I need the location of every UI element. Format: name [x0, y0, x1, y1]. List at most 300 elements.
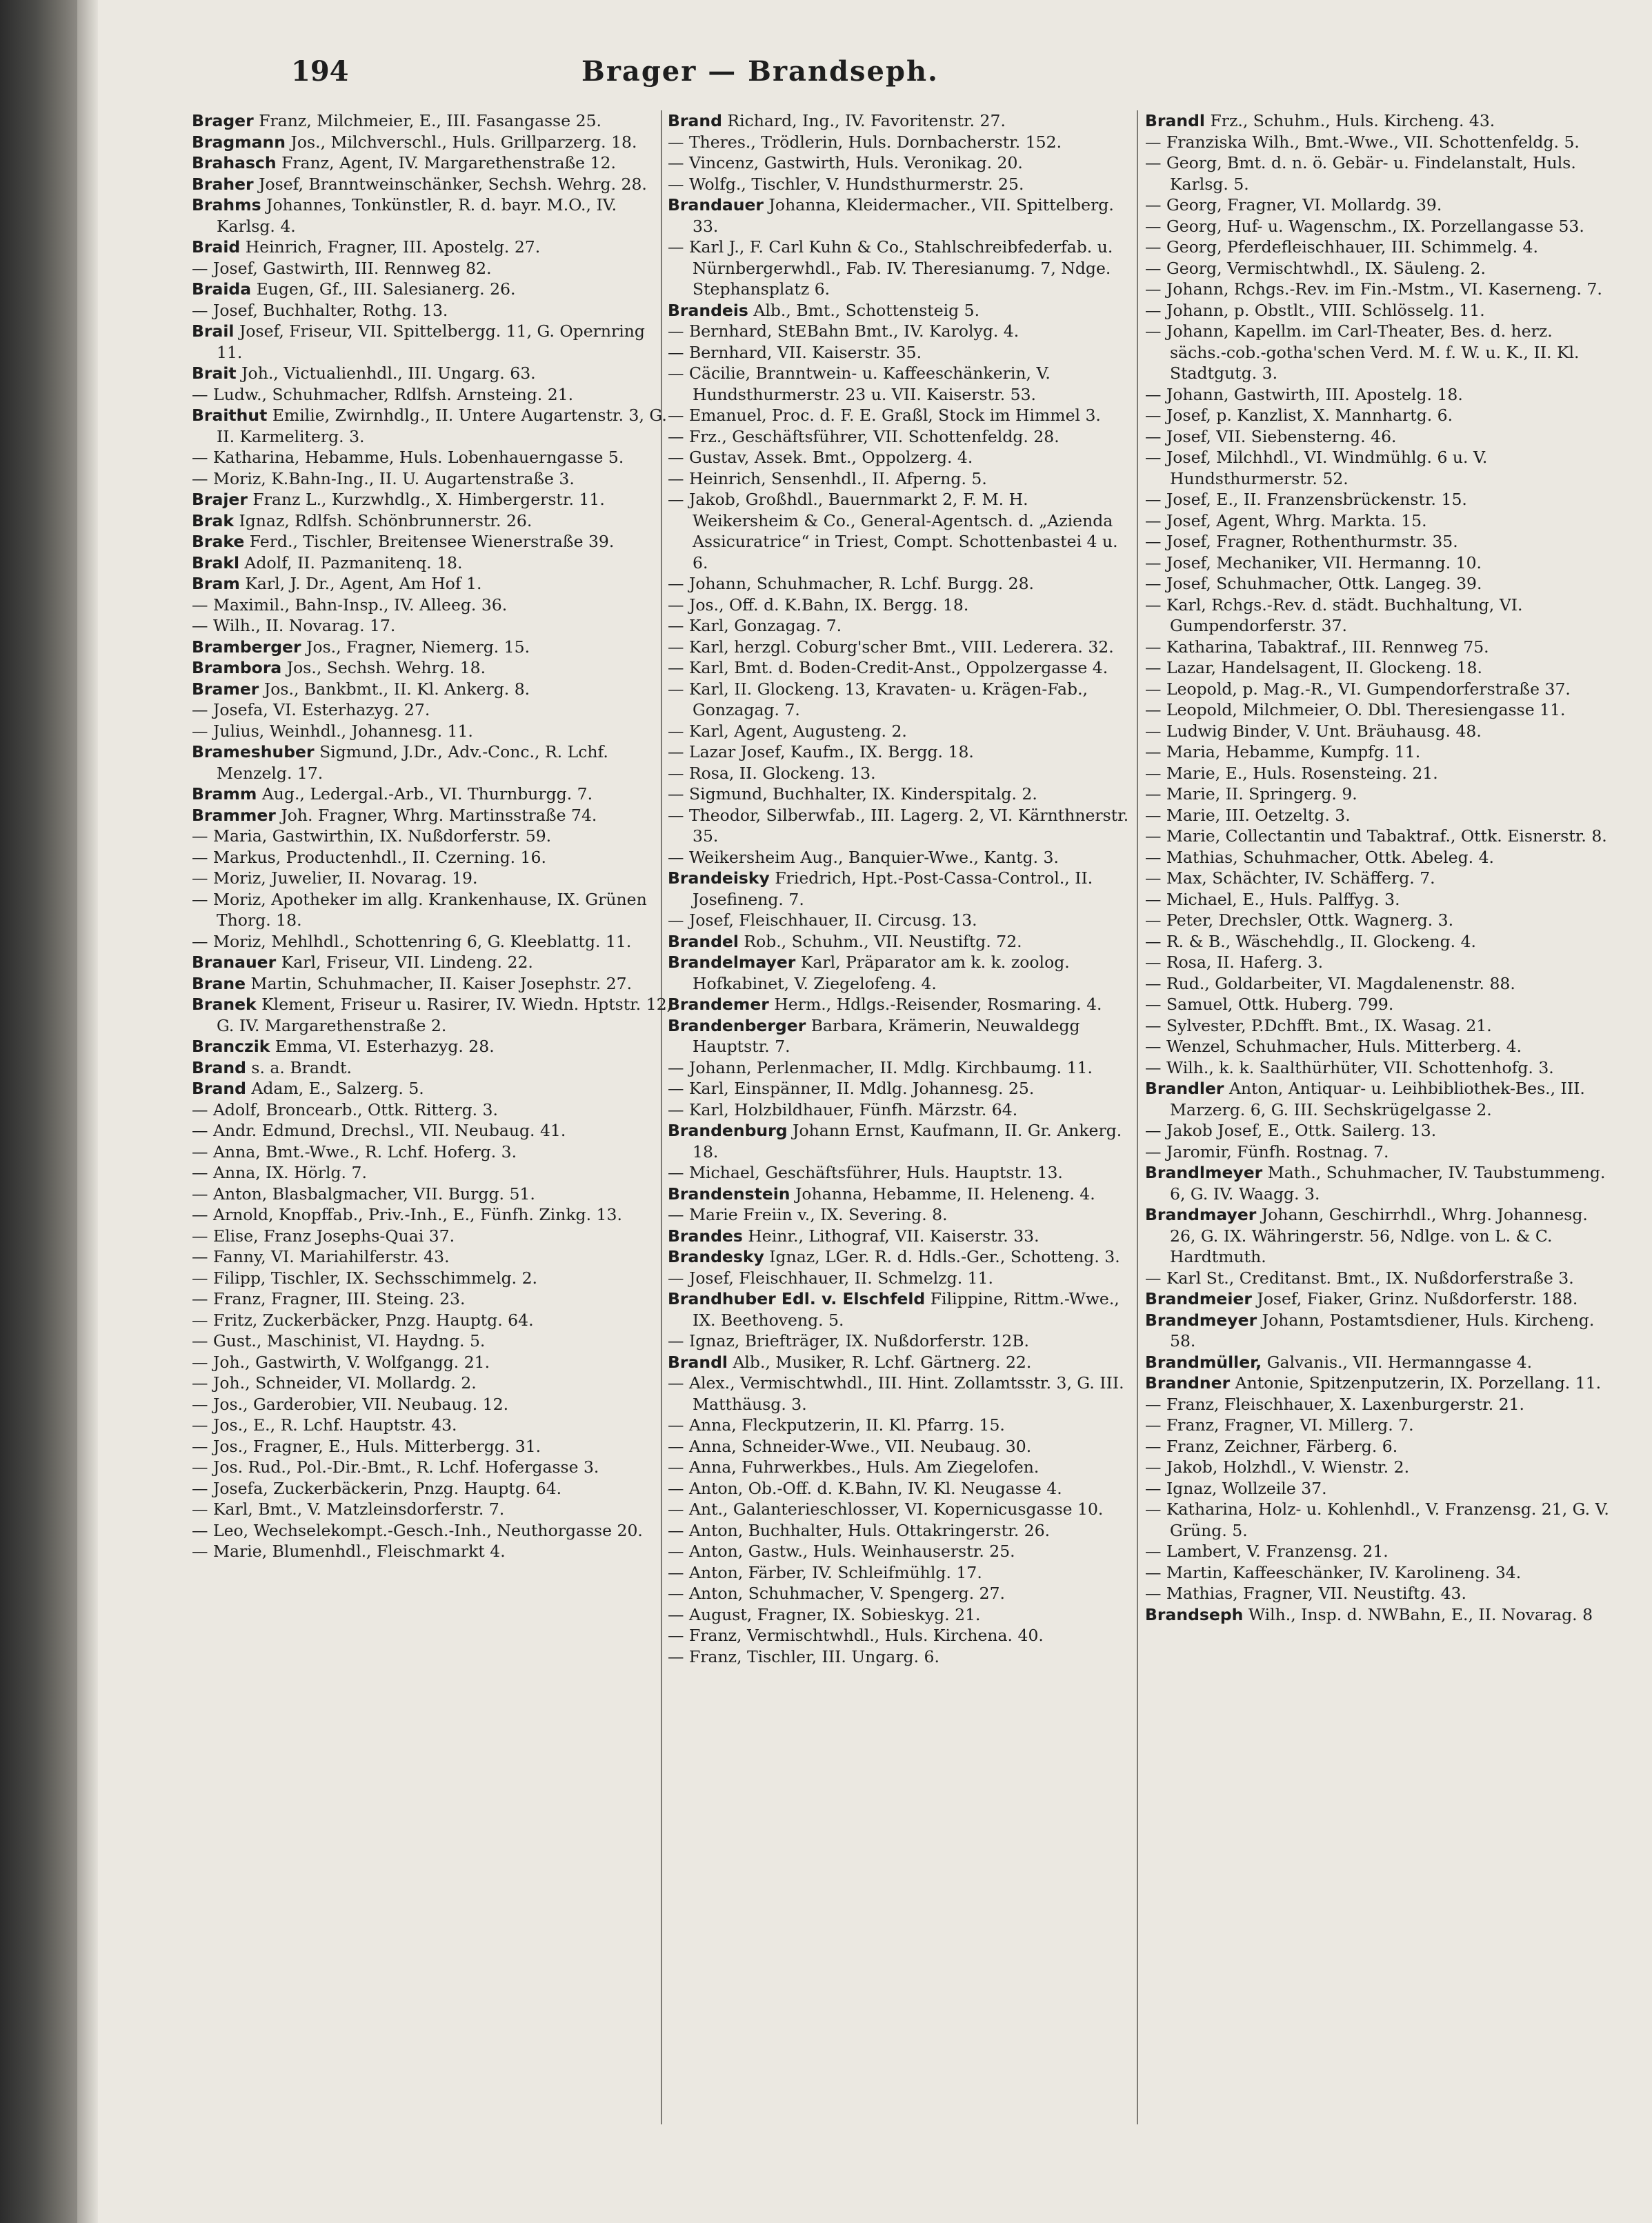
directory-entry [192, 1541, 675, 1562]
directory-entry [1145, 132, 1614, 153]
entry-surname: Brambora [192, 658, 282, 677]
entry-details: s. a. Brandt. [246, 1057, 352, 1077]
entry-details: Anton, Antiquar- u. Leihbibliothek-Bes., III. Marzerg. 6, G. III. Sechskrügelgasse 2. [1170, 1079, 1585, 1119]
directory-entry [192, 1184, 675, 1205]
entry-surname: Brandenburg [668, 1121, 788, 1140]
directory-entry [192, 1436, 675, 1457]
entry-details: Alb., Bmt., Schottensteig 5. [748, 300, 980, 320]
entry-details: — Anton, Gastw., Huls. Weinhauserstr. 25. [668, 1542, 1015, 1561]
directory-entry [192, 447, 675, 468]
directory-entry [192, 1246, 675, 1268]
entry-details: — Josefa, VI. Esterhazyg. 27. [192, 700, 430, 719]
directory-entry [1145, 531, 1614, 552]
directory-entry [192, 1373, 675, 1394]
page-gutter [77, 0, 98, 2223]
entry-details: — Karl, Gonzagag. 7. [668, 616, 842, 635]
entry-surname: Brandmeier [1145, 1289, 1252, 1308]
entry-details: — Franz, Vermischtwhdl., Huls. Kirchena. 40. [668, 1626, 1044, 1645]
directory-entry [192, 363, 675, 384]
entry-details: — Cäcilie, Branntwein- u. Kaffeeschänkerin, V. Hundsthurmerstr. 23 u. VII. Kaiserstr. 53. [668, 363, 1051, 404]
entry-details: — Jakob, Holzhdl., V. Wienstr. 2. [1145, 1457, 1410, 1477]
directory-entry [668, 721, 1137, 742]
directory-entry [1145, 741, 1614, 763]
directory-entry [1145, 279, 1614, 300]
directory-entry [1145, 910, 1614, 931]
entry-details: — Jos., Fragner, E., Huls. Mitterbergg. 31. [192, 1436, 541, 1456]
directory-entry [192, 699, 675, 721]
directory-entry [668, 1646, 1137, 1668]
entry-details: Adolf, II. Pazmanitenq. 18. [239, 552, 463, 572]
directory-column-3 [1145, 110, 1614, 1625]
directory-entry [668, 132, 1137, 153]
directory-entry [668, 321, 1137, 342]
directory-entry [1145, 973, 1614, 995]
directory-entry [668, 1373, 1137, 1415]
entry-details: — Wilh., k. k. Saalthürhüter, VII. Schottenhofg. 3. [1145, 1057, 1554, 1077]
entry-details: — Johann, Kapellm. im Carl-Theater, Bes. d. herz. sächs.-cob.-gotha'schen Verd. M. f. W. u. K., II. Kl. Stadtgutg. 3. [1145, 321, 1580, 383]
entry-details: — Alex., Vermischtwhdl., III. Hint. Zollamtsstr. 3, G. III. Matthäusg. 3. [668, 1373, 1124, 1414]
directory-entry [192, 300, 675, 321]
entry-details: — Michael, E., Huls. Palffyg. 3. [1145, 889, 1400, 909]
directory-entry [192, 152, 675, 174]
entry-details: Herm., Hdlgs.-Reisender, Rosmaring. 4. [768, 995, 1102, 1014]
directory-entry [192, 1078, 675, 1099]
entry-surname: Brandeisky [668, 868, 770, 888]
entry-details: Johanna, Hebamme, II. Heleneng. 4. [790, 1184, 1095, 1204]
entry-details: — Moriz, K.Bahn-Ing., II. U. Augartenstraße 3. [192, 468, 575, 488]
entry-surname: Brandhuber Edl. v. Elschfeld [668, 1289, 926, 1308]
entry-details: Richard, Ing., IV. Favoritenstr. 27. [721, 111, 1006, 130]
entry-details: — Marie, E., Huls. Rosensteing. 21. [1145, 763, 1438, 783]
directory-entry [1145, 216, 1614, 237]
directory-entry [192, 679, 675, 700]
directory-entry [668, 468, 1137, 490]
directory-entry [192, 258, 675, 279]
directory-entry [192, 1268, 675, 1289]
directory-entry [192, 1330, 675, 1352]
directory-entry [1145, 1015, 1614, 1037]
directory-entry [192, 1162, 675, 1184]
entry-details: — Karl, Bmt. d. Boden-Credit-Anst., Oppolzergasse 4. [668, 658, 1108, 677]
entry-details: — Josef, Fleischhauer, II. Schmelzg. 11. [668, 1268, 994, 1288]
directory-entry [192, 1288, 675, 1310]
entry-details: — Anton, Blasbalgmacher, VII. Burgg. 51. [192, 1184, 535, 1204]
directory-entry [1145, 1436, 1614, 1457]
entry-details: Ferd., Tischler, Breitensee Wienerstraße 39. [244, 532, 615, 551]
entry-details: — Sigmund, Buchhalter, IX. Kinderspitalg. 2. [668, 784, 1037, 804]
entry-details: — Vincenz, Gastwirth, Huls. Veronikag. 20. [668, 153, 1023, 172]
entry-details: — Anna, Fuhrwerkbes., Huls. Am Ziegelofen. [668, 1457, 1039, 1477]
entry-details: — Adolf, Broncearb., Ottk. Ritterg. 3. [192, 1099, 498, 1119]
entry-details: Josef, Friseur, VII. Spittelbergg. 11, G. Opernring 11. [217, 321, 645, 362]
entry-details: — Jakob, Großhdl., Bauernmarkt 2, F. M. H. Weikersheim & Co., General-Agentsch. d. „Azienda Assicuratrice“ in Triest, Compt. Schottenbastei 4 u. 6. [668, 490, 1118, 572]
entry-surname: Braida [192, 279, 252, 299]
entry-details: — Anna, IX. Hörlg. 7. [192, 1163, 367, 1182]
directory-entry [1145, 1373, 1614, 1394]
entry-surname: Brandelmayer [668, 953, 796, 972]
entry-details: — Johann, Schuhmacher, R. Lchf. Burgg. 28. [668, 574, 1035, 593]
directory-entry [668, 1057, 1137, 1079]
entry-surname: Brandl [668, 1352, 728, 1372]
entry-details: — Joh., Schneider, VI. Mollardg. 2. [192, 1373, 477, 1393]
directory-entry [668, 1625, 1137, 1646]
entry-details: Adam, E., Salzerg. 5. [246, 1079, 424, 1098]
entry-surname: Braid [192, 237, 241, 257]
entry-details: — Josef, Milchhdl., VI. Windmühlg. 6 u. V. Hundsthurmerstr. 52. [1145, 448, 1488, 488]
directory-entry [192, 889, 675, 931]
entry-details: — Josef, Fleischhauer, II. Circusg. 13. [668, 910, 977, 930]
entry-details: — Karl, Holzbildhauer, Fünfh. Märzstr. 64. [668, 1099, 1018, 1119]
entry-details: — Jos., Garderobier, VII. Neubaug. 12. [192, 1394, 509, 1414]
directory-entry [1145, 1268, 1614, 1289]
entry-surname: Brandlmeyer [1145, 1163, 1263, 1182]
directory-entry [1145, 1394, 1614, 1415]
directory-entry [192, 384, 675, 406]
directory-entry [668, 1099, 1137, 1121]
directory-entry [192, 1520, 675, 1542]
entry-details: Karl, Präparator am k. k. zoolog. Hofkabinet, V. Ziegelofeng. 4. [693, 953, 1070, 993]
directory-entry [668, 679, 1137, 721]
entry-details: — Marie, II. Springerg. 9. [1145, 784, 1357, 804]
entry-details: — Ludwig Binder, V. Unt. Bräuhausg. 48. [1145, 721, 1482, 741]
entry-surname: Brandenberger [668, 1015, 806, 1035]
entry-surname: Brake [192, 532, 245, 551]
entry-details: — Johann, Rchgs.-Rev. im Fin.-Mstm., VI. Kaserneng. 7. [1145, 279, 1602, 299]
directory-entry [1145, 595, 1614, 637]
entry-details: — Marie, III. Oetzeltg. 3. [1145, 805, 1351, 825]
entry-details: Ignaz, LGer. R. d. Hdls.-Ger., Schotteng. 3. [764, 1247, 1120, 1266]
page-header [291, 55, 1652, 103]
entry-details: — Filipp, Tischler, IX. Sechsschimmelg. 2. [192, 1268, 537, 1288]
entry-surname: Brakl [192, 552, 240, 572]
entry-details: — Anna, Fleckputzerin, II. Kl. Pfarrg. 15. [668, 1415, 1005, 1435]
directory-entry [1145, 637, 1614, 658]
entry-details: — Ludw., Schuhmacher, Rdlfsh. Arnsteing. 21. [192, 384, 574, 404]
directory-entry [1145, 826, 1614, 847]
directory-entry [668, 300, 1137, 321]
entry-surname: Bramm [192, 784, 257, 804]
entry-surname: Brandl [1145, 111, 1205, 130]
entry-surname: Brandauer [668, 195, 764, 215]
entry-details: Franz, Milchmeier, E., III. Fasangasse 25. [253, 111, 601, 130]
entry-details: Klement, Friseur u. Rasirer, IV. Wiedn. Hptstr. 12, G. IV. Margarethenstraße 2. [217, 995, 673, 1035]
entry-details: — Bernhard, StEBahn Bmt., IV. Karolyg. 4. [668, 321, 1019, 341]
entry-surname: Brandel [668, 931, 739, 951]
entry-details: — Jos., Off. d. K.Bahn, IX. Bergg. 18. [668, 595, 969, 615]
entry-surname: Brait [192, 363, 237, 383]
directory-entry [1145, 405, 1614, 426]
directory-entry [668, 1583, 1137, 1604]
directory-entry [668, 952, 1137, 994]
directory-entry [668, 615, 1137, 637]
directory-entry [192, 552, 675, 574]
directory-entry [668, 426, 1137, 448]
entry-details: — Karl, herzgl. Coburg'scher Bmt., VIII. Lederera. 32. [668, 637, 1114, 657]
entry-details: Karl, J. Dr., Agent, Am Hof 1. [239, 574, 482, 593]
entry-details: — Josef, VII. Siebensterng. 46. [1145, 426, 1397, 446]
entry-surname: Brand [668, 111, 722, 130]
directory-entry [192, 973, 675, 995]
directory-entry [192, 1099, 675, 1121]
directory-entry [1145, 1457, 1614, 1478]
directory-entry [668, 1352, 1137, 1373]
entry-surname: Brandseph [1145, 1604, 1244, 1624]
directory-entry [192, 132, 675, 153]
entry-details: — Franz, Zeichner, Färberg. 6. [1145, 1436, 1398, 1456]
directory-column-1 [192, 110, 675, 1562]
directory-entry [192, 1499, 675, 1520]
entry-details: — Wilh., II. Novarag. 17. [192, 616, 396, 635]
directory-entry [668, 1204, 1137, 1226]
directory-entry [668, 237, 1137, 300]
directory-entry [192, 237, 675, 258]
directory-entry [668, 363, 1137, 405]
directory-entry [1145, 426, 1614, 448]
directory-entry [1145, 384, 1614, 406]
directory-entry [668, 847, 1137, 868]
directory-entry [1145, 1142, 1614, 1163]
directory-entry [668, 1226, 1137, 1247]
entry-details: — Karl, Rchgs.-Rev. d. städt. Buchhaltung, VI. Gumpendorferstr. 37. [1145, 595, 1523, 635]
directory-entry [668, 1015, 1137, 1057]
directory-entry [1145, 552, 1614, 574]
entry-details: — Andr. Edmund, Drechsl., VII. Neubaug. 41. [192, 1121, 566, 1140]
directory-entry [1145, 699, 1614, 721]
entry-details: — Moriz, Mehlhdl., Schottenring 6, G. Kleeblattg. 11. [192, 931, 632, 951]
directory-entry [1145, 321, 1614, 384]
entry-details: Sigmund, J.Dr., Adv.-Conc., R. Lchf. Menzelg. 17. [217, 742, 608, 783]
directory-entry [668, 763, 1137, 784]
entry-details: — Leopold, p. Mag.-R., VI. Gumpendorferstraße 37. [1145, 679, 1571, 699]
directory-entry [192, 826, 675, 847]
entry-surname: Brak [192, 510, 234, 530]
entry-details: — Karl, Agent, Augusteng. 2. [668, 721, 907, 741]
entry-surname: Brandes [668, 1226, 743, 1246]
entry-details: Joh. Fragner, Whrg. Martinsstraße 74. [275, 805, 597, 825]
entry-details: — Georg, Pferdefleischhauer, III. Schimmelg. 4. [1145, 237, 1538, 257]
entry-surname: Brandeis [668, 300, 748, 320]
directory-entry [1145, 447, 1614, 489]
entry-details: — Leopold, Milchmeier, O. Dbl. Theresiengasse 11. [1145, 700, 1566, 719]
entry-surname: Bram [192, 574, 240, 593]
entry-details: Math., Schuhmacher, IV. Taubstummeng. 6, G. IV. Waagg. 3. [1170, 1163, 1606, 1204]
entry-details: Emilie, Zwirnhdlg., II. Untere Augartenstr. 3, G. II. Karmeliterg. 3. [217, 406, 667, 446]
entry-details: — Katharina, Tabaktraf., III. Rennweg 75. [1145, 637, 1489, 657]
entry-details: — Moriz, Juwelier, II. Novarag. 19. [192, 868, 478, 888]
entry-details: Johann, Geschirrhdl., Whrg. Johannesg. 26, G. IX. Währingerstr. 56, Ndlge. von L. & C. Hardtmuth. [1170, 1205, 1588, 1266]
entry-details: — Fritz, Zuckerbäcker, Pnzg. Hauptg. 64. [192, 1310, 534, 1330]
directory-entry [192, 657, 675, 679]
directory-entry [1145, 1478, 1614, 1499]
entry-details: — Georg, Vermischtwhdl., IX. Säuleng. 2. [1145, 258, 1486, 278]
directory-entry [192, 868, 675, 889]
directory-entry [1145, 1352, 1614, 1373]
entry-details: — Lazar Josef, Kaufm., IX. Bergg. 18. [668, 742, 974, 761]
entry-details: — Samuel, Ottk. Huberg. 799. [1145, 995, 1394, 1014]
entry-details: — Jaromir, Fünfh. Rostnag. 7. [1145, 1142, 1389, 1162]
directory-entry [1145, 1120, 1614, 1142]
directory-entry [192, 510, 675, 532]
entry-details: — Karl St., Creditanst. Bmt., IX. Nußdorferstraße 3. [1145, 1268, 1574, 1288]
entry-details: — Johann, p. Obstlt., VIII. Schlösselg. 11. [1145, 300, 1485, 320]
directory-entry [1145, 1583, 1614, 1604]
directory-entry [192, 531, 675, 552]
entry-details: — Karl, Einspänner, II. Mdlg. Johannesg. 25. [668, 1079, 1035, 1098]
directory-entry [192, 1120, 675, 1142]
entry-details: — Anna, Bmt.-Wwe., R. Lchf. Hoferg. 3. [192, 1142, 517, 1162]
book-binding [0, 0, 77, 2223]
entry-surname: Brand [192, 1079, 246, 1098]
entry-surname: Brandner [1145, 1373, 1231, 1393]
directory-entry [668, 910, 1137, 931]
entry-details: — Marie Freiin v., IX. Severing. 8. [668, 1205, 948, 1224]
directory-entry [192, 1394, 675, 1415]
directory-entry [1145, 721, 1614, 742]
entry-details: Heinr., Lithograf, VII. Kaiserstr. 33. [742, 1226, 1039, 1246]
entry-details: — Franz, Tischler, III. Ungarg. 6. [668, 1646, 939, 1666]
entry-details: — Georg, Fragner, VI. Mollardg. 39. [1145, 195, 1442, 215]
directory-entry [668, 1436, 1137, 1457]
directory-entry [668, 1330, 1137, 1352]
entry-details: — Josef, Gastwirth, III. Rennweg 82. [192, 258, 492, 278]
directory-entry [668, 1541, 1137, 1562]
entry-details: Josef, Branntweinschänker, Sechsh. Wehrg. 28. [253, 174, 647, 194]
entry-details: — Josef, Agent, Whrg. Markta. 15. [1145, 510, 1427, 530]
entry-details: Rob., Schuhm., VII. Neustiftg. 72. [738, 931, 1022, 951]
directory-entry [1145, 237, 1614, 258]
entry-surname: Brandler [1145, 1079, 1224, 1098]
entry-details: Karl, Friseur, VII. Lindeng. 22. [276, 953, 533, 972]
directory-entry [192, 174, 675, 195]
entry-details: Antonie, Spitzenputzerin, IX. Porzellang. 11. [1230, 1373, 1602, 1393]
entry-details: Heinrich, Fragner, III. Apostelg. 27. [240, 237, 541, 257]
entry-details: — Rosa, II. Haferg. 3. [1145, 953, 1324, 972]
directory-entry [668, 1078, 1137, 1099]
directory-entry [192, 1310, 675, 1331]
directory-entry [668, 637, 1137, 658]
entry-details: Josef, Fiaker, Grinz. Nußdorferstr. 188. [1251, 1289, 1578, 1308]
entry-details: Jos., Sechsh. Wehrg. 18. [281, 658, 486, 677]
entry-details: — Anton, Buchhalter, Huls. Ottakringerstr. 26. [668, 1520, 1051, 1540]
entry-details: — Jakob Josef, E., Ottk. Sailerg. 13. [1145, 1121, 1437, 1140]
entry-details: — August, Fragner, IX. Sobieskyg. 21. [668, 1604, 981, 1624]
entry-details: — Markus, Productenhdl., II. Czerning. 16. [192, 847, 546, 867]
entry-details: Eugen, Gf., III. Salesianerg. 26. [251, 279, 516, 299]
entry-details: — Mathias, Schuhmacher, Ottk. Abeleg. 4. [1145, 847, 1494, 867]
directory-entry [1145, 1562, 1614, 1584]
directory-entry [192, 1415, 675, 1436]
entry-details: — Katharina, Holz- u. Kohlenhdl., V. Franzensg. 21, G. V. Grüng. 5. [1145, 1499, 1609, 1540]
entry-details: — Johann, Perlenmacher, II. Mdlg. Kirchbaumg. 11. [668, 1057, 1093, 1077]
entry-details: Jos., Bankbmt., II. Kl. Ankerg. 8. [259, 679, 530, 699]
directory-entry [668, 405, 1137, 426]
directory-entry [668, 1415, 1137, 1436]
directory-entry [668, 447, 1137, 468]
entry-details: — Josefa, Zuckerbäckerin, Pnzg. Hauptg. 64. [192, 1478, 562, 1498]
entry-details: — Franz, Fleischhauer, X. Laxenburgerstr. 21. [1145, 1394, 1525, 1414]
directory-entry [668, 342, 1137, 363]
directory-entry [192, 784, 675, 805]
entry-details: — Ignaz, Wollzeile 37. [1145, 1478, 1327, 1498]
directory-entry [1145, 152, 1614, 195]
directory-entry [192, 615, 675, 637]
directory-entry [1145, 1604, 1614, 1626]
directory-entry [192, 489, 675, 510]
directory-entry [668, 1184, 1137, 1205]
entry-details: — Anton, Ob.-Off. d. K.Bahn, IV. Kl. Neugasse 4. [668, 1478, 1062, 1498]
entry-details: Barbara, Krämerin, Neuwaldegg Hauptstr. 7. [693, 1015, 1080, 1056]
entry-details: — Josef, Fragner, Rothenthurmstr. 35. [1145, 532, 1458, 551]
directory-entry [668, 1246, 1137, 1268]
entry-surname: Braithut [192, 406, 268, 425]
entry-details: — Marie, Collectantin und Tabaktraf., Ottk. Eisnerstr. 8. [1145, 826, 1607, 846]
entry-surname: Brajer [192, 490, 248, 509]
directory-entry [192, 1036, 675, 1057]
directory-entry [1145, 931, 1614, 953]
directory-entry [192, 721, 675, 742]
entry-details: Emma, VI. Esterhazyg. 28. [270, 1037, 495, 1056]
entry-surname: Brandmayer [1145, 1205, 1257, 1224]
directory-entry [192, 405, 675, 447]
entry-details: — Mathias, Fragner, VII. Neustiftg. 43. [1145, 1584, 1466, 1603]
entry-surname: Brail [192, 321, 235, 341]
entry-details: — Josef, Schuhmacher, Ottk. Langeg. 39. [1145, 574, 1482, 593]
entry-details: — Josef, Buchhalter, Rothg. 13. [192, 300, 448, 320]
entry-details: Johannes, Tonkünstler, R. d. bayr. M.O., IV. Karlsg. 4. [217, 195, 617, 236]
entry-surname: Branczik [192, 1037, 270, 1056]
entry-details: Friedrich, Hpt.-Post-Cassa-Control., II. Josefineng. 7. [693, 868, 1093, 909]
directory-entry [668, 994, 1137, 1015]
directory-entry [192, 637, 675, 658]
directory-entry [1145, 1415, 1614, 1436]
directory-entry [1145, 1310, 1614, 1352]
directory-entry [192, 952, 675, 973]
directory-entry [192, 1204, 675, 1226]
entry-surname: Brandenstein [668, 1184, 790, 1204]
entry-details: — Karl J., F. Carl Kuhn & Co., Stahlschreibfederfab. u. Nürnbergerwhdl., Fab. IV. Theresianumg. 7, Ndge. Stephansplatz 6. [668, 237, 1113, 299]
directory-entry [192, 1057, 675, 1079]
directory-entry [668, 489, 1137, 573]
entry-details: Jos., Fragner, Niemerg. 15. [301, 637, 530, 657]
entry-details: — Josef, p. Kanzlist, X. Mannhartg. 6. [1145, 406, 1453, 425]
directory-entry [1145, 1078, 1614, 1120]
entry-details: Johann, Postamtsdiener, Huls. Kircheng. 58. [1170, 1310, 1595, 1350]
entry-details: — Elise, Franz Josephs-Quai 37. [192, 1226, 455, 1246]
directory-entry [192, 595, 675, 616]
directory-entry [192, 931, 675, 953]
entry-details: — Sylvester, P.Dchfft. Bmt., IX. Wasag. 21. [1145, 1015, 1492, 1035]
directory-entry [1145, 847, 1614, 868]
entry-surname: Brand [192, 1057, 246, 1077]
directory-entry [668, 1499, 1137, 1520]
directory-entry [668, 741, 1137, 763]
directory-entry [192, 468, 675, 490]
directory-entry [668, 1120, 1137, 1162]
directory-entry [1145, 763, 1614, 784]
entry-details: — Joh., Gastwirth, V. Wolfgangg. 21. [192, 1352, 490, 1372]
directory-entry [668, 784, 1137, 805]
directory-entry [1145, 805, 1614, 826]
directory-entry [668, 1268, 1137, 1289]
directory-entry [1145, 952, 1614, 973]
column-divider [1137, 110, 1138, 2124]
directory-entry [668, 1562, 1137, 1584]
entry-details: — Anton, Schuhmacher, V. Spengerg. 27. [668, 1584, 1006, 1603]
directory-entry [192, 321, 675, 363]
directory-entry [192, 195, 675, 237]
directory-entry [668, 931, 1137, 953]
entry-details: Aug., Ledergal.-Arb., VI. Thurnburgg. 7. [257, 784, 593, 804]
